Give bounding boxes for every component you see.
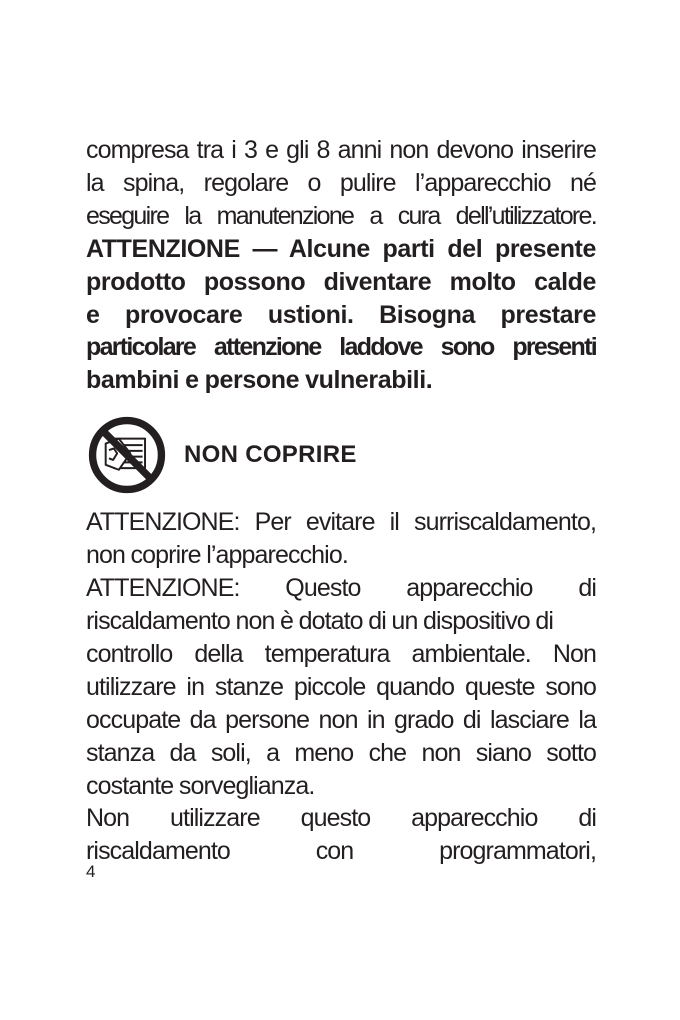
- timers-paragraph: [86, 802, 596, 868]
- burn-warning-paragraph: [86, 233, 596, 398]
- thermostat-text: controllo della temperatura ambientale. Non utilizzare in stanze piccole quando queste sono occupate da persone non in grado di lasciare la stanza da soli, a meno che non siano sotto costante sorveglianza.: [86, 639, 596, 800]
- overheat-line: non coprire l’apparecchio.: [86, 541, 348, 570]
- notice-title: NON COPRIRE: [184, 441, 357, 469]
- intro-paragraph: [86, 134, 596, 233]
- do-not-cover-notice: [86, 407, 596, 503]
- overheat-paragraph: [86, 506, 596, 572]
- thermostat-paragraph: [86, 572, 596, 802]
- warning-line: e provocare ustioni. Bisogna prestare: [86, 300, 596, 329]
- page-number: 4: [86, 862, 96, 881]
- thermostat-line: ATTENZIONE: Questo apparecchio di: [86, 574, 596, 603]
- warning-line: ATTENZIONE — Alcune parti del presente: [86, 234, 596, 263]
- page-content: [86, 134, 596, 868]
- intro-line: eseguire la manutenzione a cura dell’utilizzatore.: [86, 201, 596, 230]
- warning-line: prodotto possono diventare molto calde: [86, 267, 596, 296]
- intro-line: compresa tra i 3 e gli 8 anni non devono inserire: [86, 136, 596, 164]
- thermostat-line: riscaldamento non è dotato di un dispositivo di: [86, 606, 554, 635]
- warning-line: particolare attenzione laddove sono presenti: [86, 333, 596, 362]
- timers-line: riscaldamento con programmatori,: [86, 837, 596, 866]
- timers-line: Non utilizzare questo apparecchio di: [86, 804, 596, 833]
- intro-line: la spina, regolare o pulire l’apparecchio né: [86, 168, 596, 197]
- overheat-line: ATTENZIONE: Per evitare il surriscaldamento,: [86, 508, 596, 537]
- warning-line: bambini e persone vulnerabili.: [86, 366, 433, 395]
- do-not-cover-icon: [86, 414, 168, 496]
